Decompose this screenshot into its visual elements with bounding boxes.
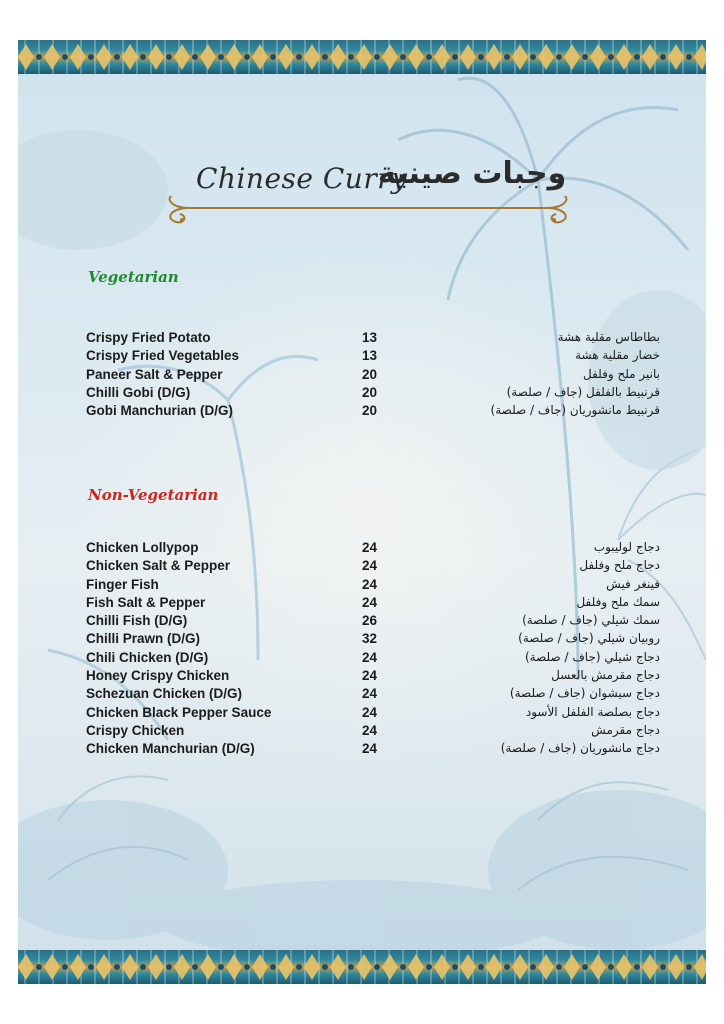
list-item (86, 367, 666, 385)
item-name-arabic: سمك شيلي (جاف / صلصة) (522, 613, 660, 628)
title-ornament-divider (158, 196, 578, 226)
vegetarian-section-title: Vegetarian (88, 268, 179, 286)
item-name: Chicken Manchurian (D/G) (86, 741, 255, 757)
list-item (86, 741, 666, 759)
item-name-arabic: بطاطاس مقلية هشة (557, 330, 660, 344)
list-item (86, 577, 666, 595)
list-item (86, 613, 666, 631)
item-price: 20 (362, 403, 378, 419)
vegetarian-list (86, 330, 666, 421)
item-price: 24 (362, 668, 378, 684)
item-price: 13 (362, 330, 378, 345)
item-price: 20 (362, 366, 378, 382)
list-item (86, 330, 666, 348)
item-name-arabic: بانير ملح وفلفل (582, 366, 660, 381)
page-title (158, 148, 578, 258)
title-latin: Chinese Curry (196, 162, 408, 195)
item-name-arabic: سمك ملح وفلفل (576, 594, 660, 609)
item-name: Chicken Salt & Pepper (86, 558, 231, 574)
non-vegetarian-list (86, 540, 666, 760)
item-name-arabic: دجاج مقرمش بالعسل (551, 668, 660, 683)
item-price: 20 (362, 384, 378, 400)
non-vegetarian-section-title: Non-Vegetarian (88, 486, 219, 504)
item-name: Finger Fish (86, 576, 159, 592)
item-name: Crispy Fried Potato (86, 330, 211, 345)
menu-page (18, 40, 706, 984)
list-item (86, 385, 666, 403)
item-price: 24 (362, 558, 378, 574)
item-price: 24 (362, 649, 378, 665)
item-price: 24 (362, 576, 378, 592)
list-item (86, 558, 666, 576)
item-name: Chilli Fish (D/G) (86, 613, 188, 629)
item-name: Chicken Black Pepper Sauce (86, 704, 272, 720)
item-name: Chilli Gobi (D/G) (86, 384, 191, 400)
item-price: 26 (362, 613, 378, 629)
item-name: Chili Chicken (D/G) (86, 649, 209, 665)
item-price: 32 (362, 631, 378, 647)
item-price: 24 (362, 594, 378, 610)
title-arabic: وجبات صينية (378, 156, 567, 191)
item-name-arabic: روبيان شيلي (جاف / صلصة) (518, 631, 660, 646)
list-item (86, 595, 666, 613)
item-name: Schezuan Chicken (D/G) (86, 686, 243, 702)
list-item (86, 705, 666, 723)
list-item (86, 403, 666, 421)
list-item (86, 631, 666, 649)
list-item (86, 348, 666, 366)
top-ornamental-border (18, 40, 706, 74)
item-name-arabic: قرنبيط مانشوريان (جاف / صلصة) (490, 403, 660, 418)
item-name-arabic: دجاج لوليبوب (593, 540, 660, 554)
item-price: 24 (362, 686, 378, 702)
list-item (86, 686, 666, 704)
item-name: Crispy Fried Vegetables (86, 348, 240, 364)
item-name: Fish Salt & Pepper (86, 594, 206, 610)
item-name-arabic: دجاج سيشوان (جاف / صلصة) (509, 686, 660, 701)
item-price: 13 (362, 348, 378, 364)
bottom-ornamental-border (18, 950, 706, 984)
item-name: Chicken Lollypop (86, 540, 199, 555)
item-name-arabic: دجاج بصلصة الفلفل الأسود (525, 704, 660, 719)
item-name: Crispy Chicken (86, 722, 185, 738)
list-item (86, 650, 666, 668)
item-price: 24 (362, 722, 378, 738)
item-name-arabic: دجاج ملح وفلفل (579, 558, 660, 573)
item-name-arabic: قرنبيط بالفلفل (جاف / صلصة) (506, 384, 660, 399)
item-name: Honey Crispy Chicken (86, 668, 230, 684)
item-name: Gobi Manchurian (D/G) (86, 403, 233, 419)
list-item (86, 540, 666, 558)
item-name: Chilli Prawn (D/G) (86, 631, 201, 647)
list-item (86, 723, 666, 741)
item-name: Paneer Salt & Pepper (86, 366, 223, 382)
item-name-arabic: دجاج شيلي (جاف / صلصة) (525, 649, 660, 664)
item-price: 24 (362, 704, 378, 720)
item-price: 24 (362, 540, 378, 555)
list-item (86, 668, 666, 686)
item-name-arabic: خضار مقلية هشة (575, 348, 660, 363)
item-price: 24 (362, 741, 378, 757)
item-name-arabic: دجاج مانشوريان (جاف / صلصة) (500, 741, 660, 756)
item-name-arabic: فينغر فيش (606, 576, 660, 591)
item-name-arabic: دجاج مقرمش (591, 722, 660, 737)
